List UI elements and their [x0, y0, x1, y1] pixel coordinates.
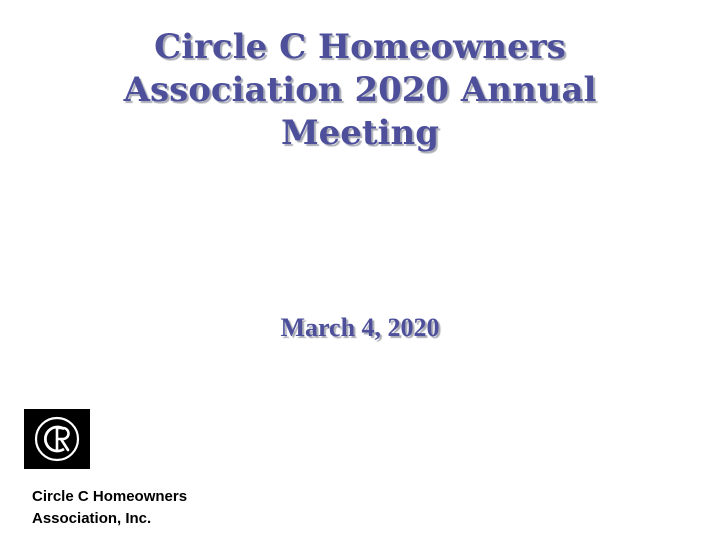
slide-title-line: Meeting [280, 113, 439, 153]
slide-title-line: Association 2020 Annual [123, 70, 597, 110]
circle-c-r-logo-icon [24, 409, 90, 469]
slide-title-line: Circle C Homeowners [154, 27, 566, 67]
organization-name-line: Circle C Homeowners [32, 488, 188, 505]
slide-title [60, 26, 660, 155]
organization-name [32, 486, 332, 530]
circle-c-r-logo-graphic [24, 409, 90, 469]
organization-name-line: Association, Inc. [32, 510, 152, 527]
meeting-date: March 4, 2020 [280, 313, 440, 342]
